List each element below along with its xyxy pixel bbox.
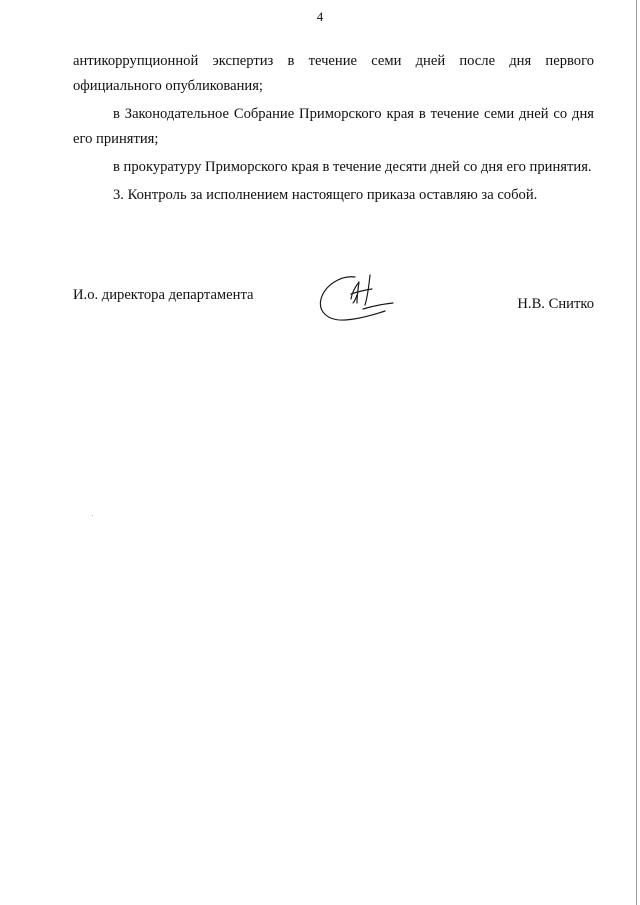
- document-body: [73, 49, 594, 211]
- paragraph-prosecutor-office: в прокуратуру Приморского края в течение десяти дней со дня его принятия.: [113, 159, 592, 175]
- paragraph-expertise: антикоррупционной экспертиз в течение семи дней после дня первого официального опубликования;: [73, 53, 594, 94]
- scan-edge-line: [636, 0, 637, 905]
- signer-name: Н.В. Снитко: [517, 296, 594, 312]
- scan-speck: [92, 515, 93, 516]
- paragraph-control-clause: 3. Контроль за исполнением настоящего приказа оставляю за собой.: [113, 187, 538, 203]
- signer-position: И.о. директора департамента: [73, 287, 254, 303]
- page-number: 4: [316, 9, 324, 24]
- handwritten-signature-icon: [315, 265, 400, 327]
- paragraph-legislative-assembly: в Законодательное Собрание Приморского края в течение семи дней со дня его принятия;: [73, 106, 594, 147]
